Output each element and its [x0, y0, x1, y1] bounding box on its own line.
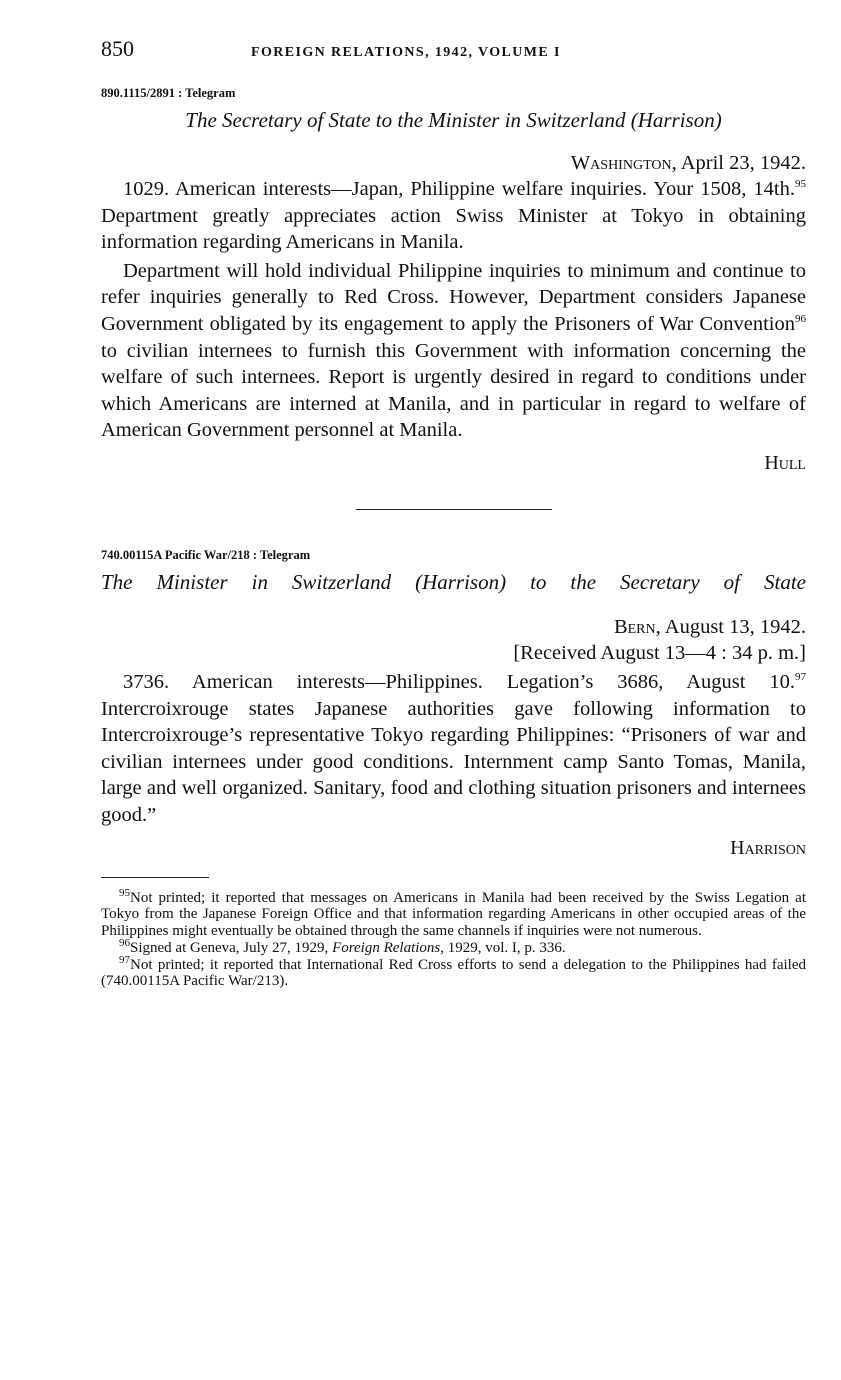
footnote-97: [101, 953, 806, 991]
footnote-mark: 96: [119, 936, 130, 949]
footnote-mark: 95: [119, 886, 130, 899]
footnotes: [101, 886, 806, 991]
footnote-95: [101, 886, 806, 940]
file-number: 890.1115/2891 : Telegram: [101, 86, 236, 100]
section-divider: [356, 509, 552, 510]
paragraph-text: 1029. American interests—Japan, Philippine welfare inquiries. Your 1508, 14th.: [123, 178, 795, 200]
footnote-text: Signed at Geneva, July 27, 1929,: [130, 939, 333, 956]
dateline-date: August 13, 1942.: [660, 615, 806, 638]
footnote-text: Not printed; it reported that International Red Cross efforts to send a delegation to the Philippines had failed (740.00115A Pacific War/213).: [101, 956, 806, 990]
signature: Harrison: [730, 836, 806, 859]
footnote-italic: Foreign Relations: [332, 939, 441, 956]
document-2: [101, 548, 806, 860]
paragraph-text: Department greatly appreciates action Swiss Minister at Tokyo in obtaining information regarding Americans in Manila.: [101, 204, 806, 254]
page-number: 850: [101, 36, 134, 61]
dateline-date: April 23, 1942.: [676, 152, 806, 174]
footnote-ref: 96: [795, 313, 806, 326]
footnote-ref: 95: [795, 178, 806, 191]
page-header: [101, 36, 806, 70]
footnote-text: Not printed; it reported that messages on Americans in Manila had been received by the Swiss Legation at Tokyo from the Japanese Foreign Office and that information regarding Americans in other occupied areas of the Philippines might eventually be obtained through the same channels if inquiries were not numerous.: [101, 889, 806, 940]
document-title: The Minister in Switzerland (Harrison) to the Secretary of State: [101, 569, 806, 594]
footnote-mark: 97: [119, 953, 130, 966]
page-content: [101, 36, 806, 990]
footnote-text: , 1929, vol. I, p. 336.: [440, 939, 566, 956]
paragraph: [101, 258, 806, 444]
dateline: [101, 614, 806, 640]
running-head: FOREIGN RELATIONS, 1942, VOLUME I: [251, 45, 561, 60]
paragraph: [101, 176, 806, 256]
dateline-place: Bern,: [613, 615, 661, 638]
dateline: [101, 150, 806, 176]
paragraph-text: to civilian internees to furnish this Government with information concerning the welfare of such internees. Report is urgently desired in regard to conditions under which Americans are interned at Manila, and in particular in regard to welfare of American Government personnel at Manila.: [101, 339, 806, 442]
dateline-place: Washington,: [570, 152, 677, 174]
received-line: [Received August 13—4 : 34 p. m.]: [513, 641, 806, 664]
paragraph-text: 3736. American interests—Philippines. Legation’s 3686, August 10.: [123, 670, 795, 693]
footnote-rule: [101, 877, 209, 878]
footnote-ref: 97: [795, 671, 806, 684]
document-title: The Secretary of State to the Minister in Switzerland (Harrison): [185, 108, 722, 132]
footnote-96: [101, 936, 806, 957]
document-1: [101, 86, 806, 475]
signature: Hull: [764, 451, 806, 474]
paragraph-text: Department will hold individual Philippine inquiries to minimum and continue to refer inquiries generally to Red Cross. However, Department considers Japanese Government obligated by its engagement to apply the Prisoners of War Convention: [101, 259, 806, 335]
paragraph: [101, 669, 806, 829]
file-number: 740.00115A Pacific War/218 : Telegram: [101, 547, 311, 562]
paragraph-text: Intercroixrouge states Japanese authorities gave following information to Intercroixrouge’s representative Tokyo regarding Philippines: “Prisoners of war and civilian internees under good conditions. Internment camp Santo Tomas, Manila, large and well organized. Sanitary, food and clothing situation prisoners and internees good.”: [101, 697, 806, 826]
